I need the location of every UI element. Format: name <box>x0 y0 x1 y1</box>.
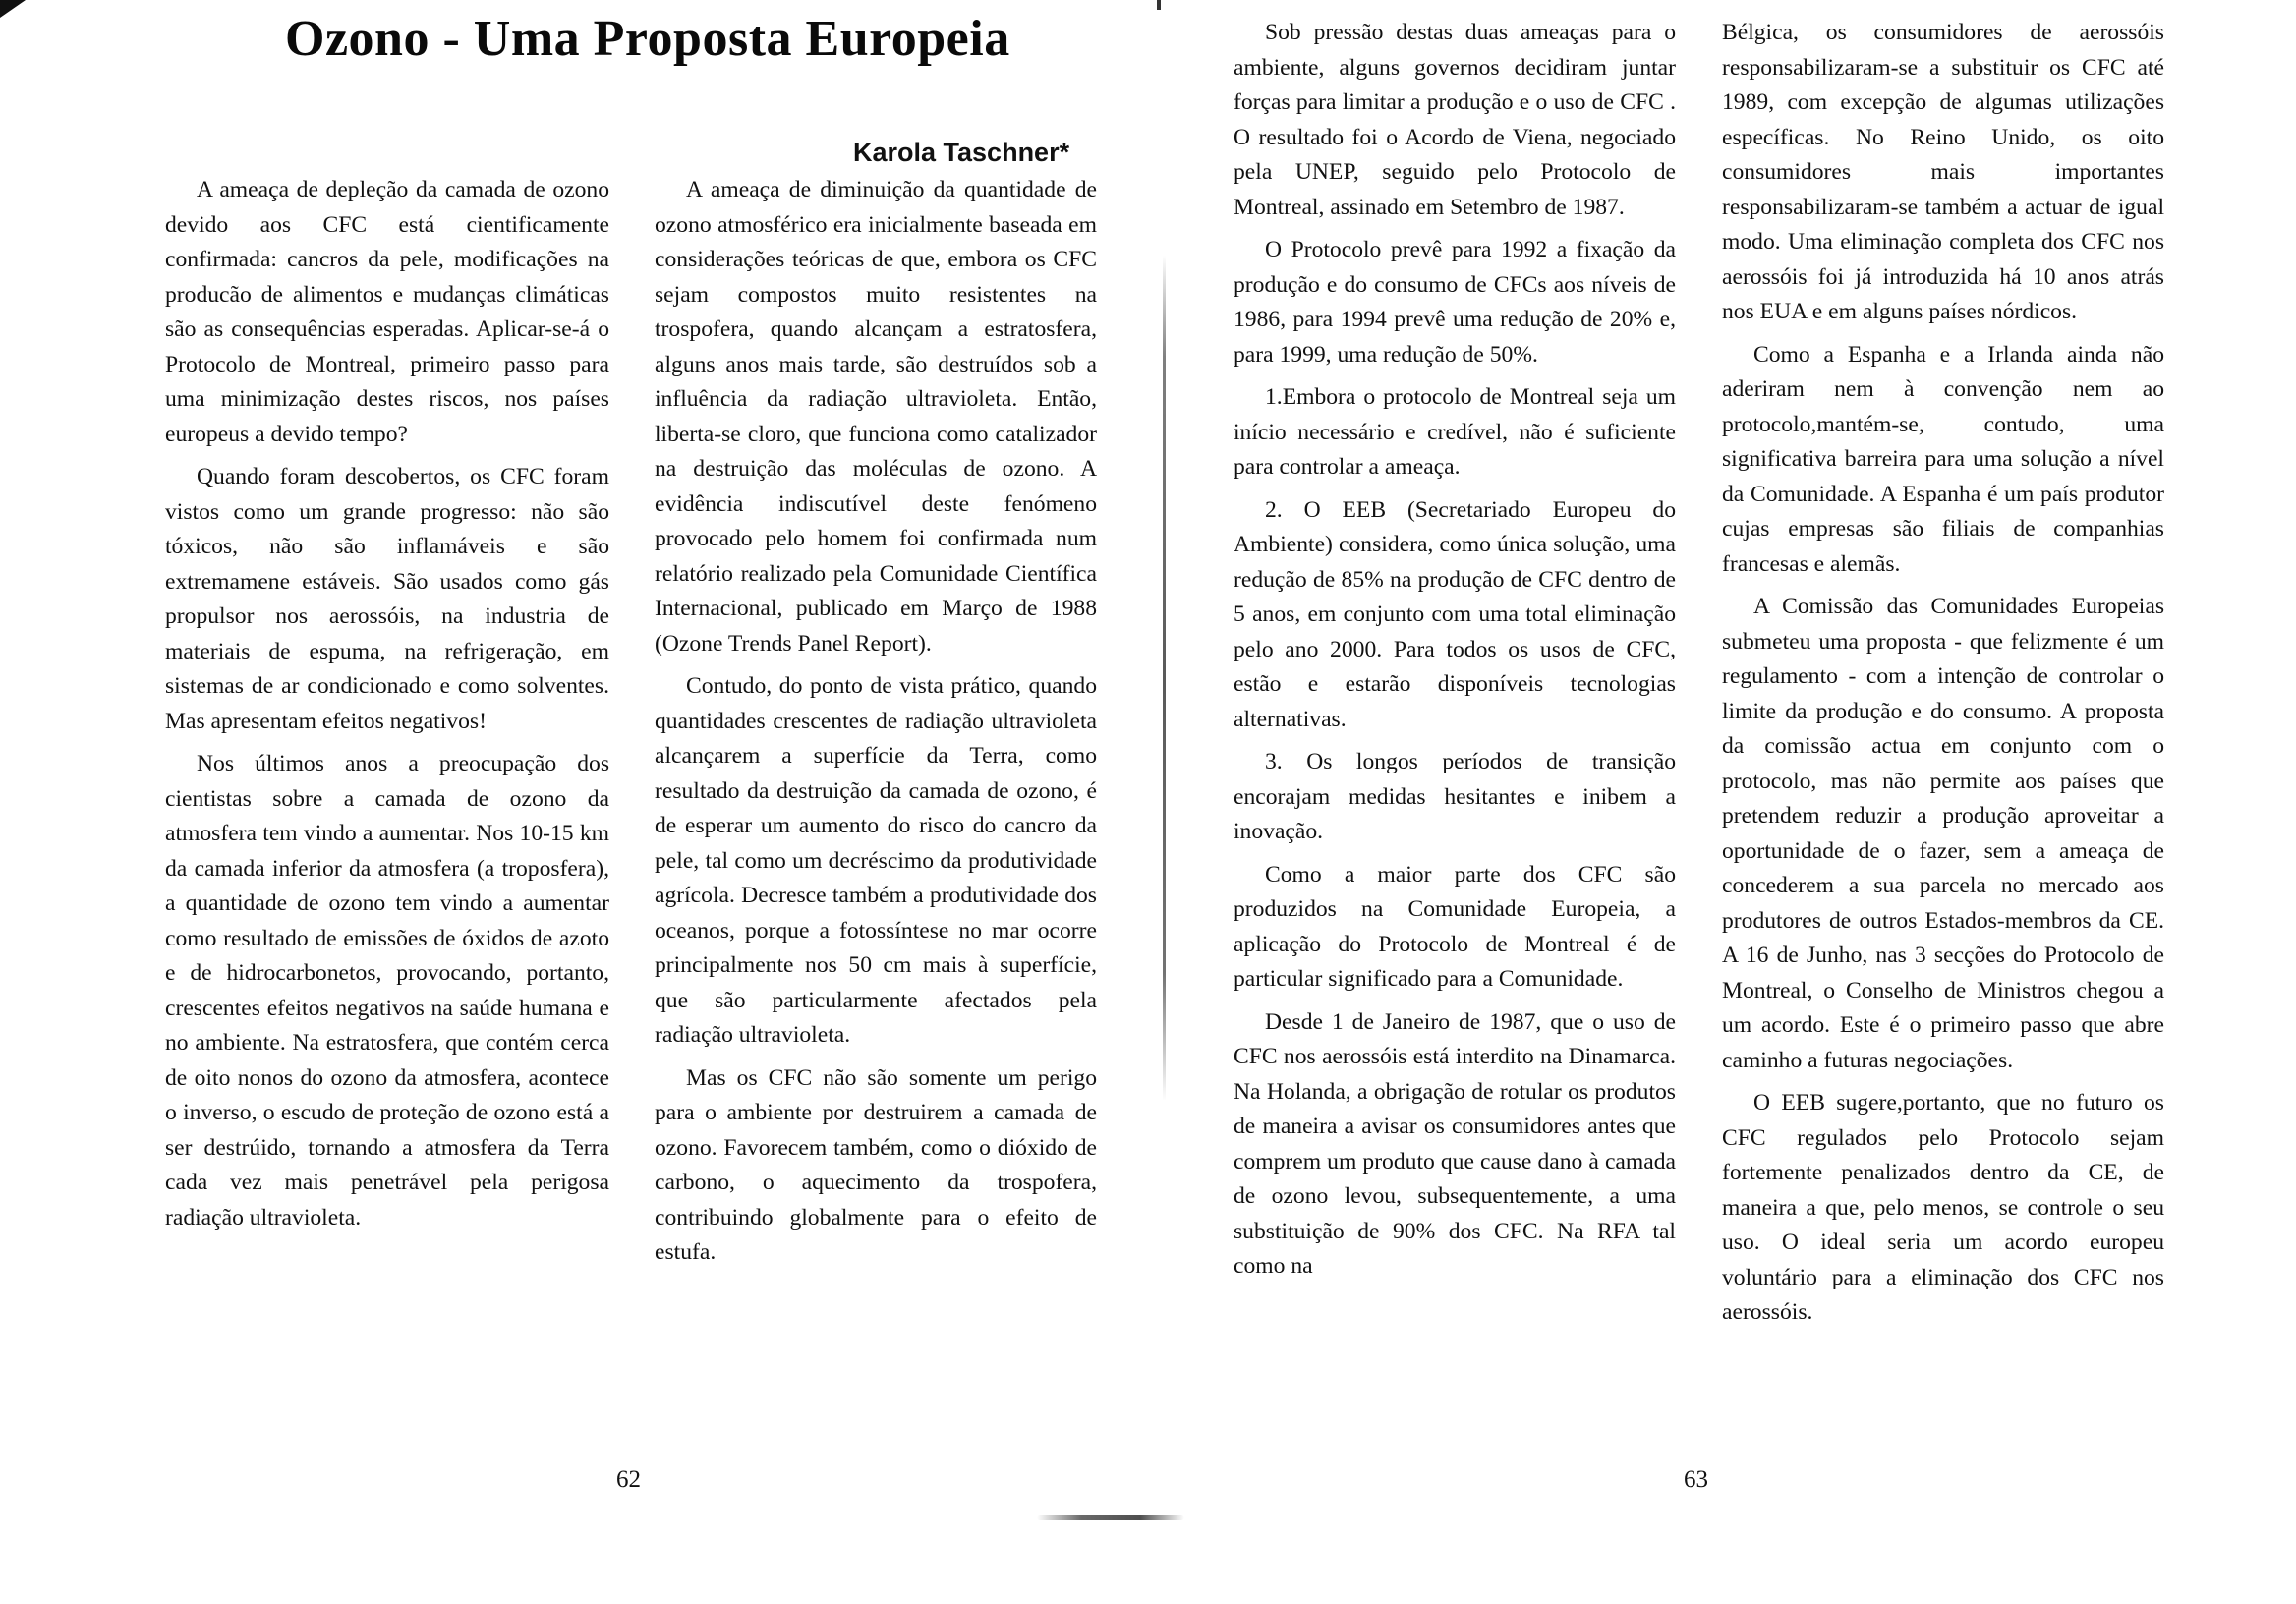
paragraph: Como a maior parte dos CFC são produzidos na Comunidade Europeia, a aplicação do Protocolo de Montreal é de particular significado para a Comunidade. <box>1234 861 1676 992</box>
paragraph: 1.Embora o protocolo de Montreal seja um início necessário e credível, não é suficiente para controlar a ameaça. <box>1234 384 1676 480</box>
article-title: Ozono - Uma Proposta Europeia <box>285 11 1010 67</box>
right-column-2 <box>1722 16 2164 1339</box>
paragraph: O EEB sugere,portanto, que no futuro os CFC regulados pelo Protocolo sejam fortemente penalizados dentro da CE, de maneira a que, pelo menos, se controle o seu uso. O ideal seria um acordo europeu voluntário para a eliminação dos CFC nos aerossóis. <box>1722 1090 2164 1325</box>
paragraph: A ameaça de depleção da camada de ozono devido aos CFC está cientificamente confirmada: cancros da pele, modificações na producão de alimentos e mudanças climáticas são as consequências esperadas. Aplicar-se-á o Protocolo de Montreal, primeiro passo para uma minimização destes riscos, nos países europeus a devido tempo? <box>165 177 609 447</box>
paragraph: Sob pressão destas duas ameaças para o ambiente, alguns governos decidiram juntar forças para limitar a produção e o uso de CFC . O resultado foi o Acordo de Viena, negociado pela UNEP, seguido pelo Protocolo de Montreal, assinado em Setembro de 1987. <box>1234 20 1676 220</box>
left-column-2 <box>655 173 1097 1279</box>
page-number-left: 62 <box>616 1466 641 1493</box>
paragraph: O Protocolo prevê para 1992 a fixação da produção e do consumo de CFCs aos níveis de 1986, para 1994 prevê uma redução de 20% e, para 1999, uma redução de 50%. <box>1234 237 1676 368</box>
paragraph: Como a Espanha e a Irlanda ainda não aderiram nem à convenção nem ao protocolo,mantém-se, contudo, uma significativa barreira para uma solução a nível da Comunidade. A Espanha é um país produtor cujas empresas são filiais de companhias francesas e alemãs. <box>1722 341 2164 577</box>
paragraph: Nos últimos anos a preocupação dos cientistas sobre a camada de ozono da atmosfera tem vindo a aumentar. Nos 10-15 km da camada inferior da atmosfera (a troposfera), a quantidade de ozono tem vindo a aumentar como resultado de emissões de óxidos de azoto e de hidrocarbonetos, provocando, portanto, crescentes efeitos negativos na saúde humana e no ambiente. Na estratosfera, que contém cerca de oito nonos do ozono da atmosfera, acontece o inverso, o escudo de proteção de ozono está a ser destrúido, tornando a atmosfera da Terra cada vez mais penetrável pela perigosa radiação ultravioleta. <box>165 751 609 1231</box>
author-name: Karola Taschner* <box>853 138 1070 167</box>
paragraph: Bélgica, os consumidores de aerossóis responsabilizaram-se a substituir os CFC até 1989, com excepção de algumas utilizações específicas. No Reino Unido, os oito consumidores mais importantes responsabilizaram-se também a actuar de igual modo. Uma eliminação completa dos CFC nos aerossóis foi já introduzida há 10 anos atrás nos EUA e em alguns países nórdicos. <box>1722 20 2164 324</box>
paragraph: Mas os CFC não são somente um perigo para o ambiente por destruirem a camada de ozono. Favorecem também, como o dióxido de carbono, o aquecimento da trospofera, contribuindo globalmente para o efeito de estufa. <box>655 1064 1097 1265</box>
paragraph: A Comissão das Comunidades Europeias submeteu uma proposta - que felizmente é um regulamento - com a intenção de controlar o limite da produção e do consumo. A proposta da comissão actua em conjunto com o protocolo, mas não permite aos países que pretendem reduzir a produção aproveitar a oportunidade de o fazer, sem a ameaça de concederem a sua parcela no mercado aos produtores de outros Estados-membros da CE. A 16 de Junho, nas 3 secções do Protocolo de Montreal, o Conselho de Ministros chegou a um acordo. Este é o primeiro passo que abre caminho a futuras negociações. <box>1722 594 2164 1073</box>
paragraph: A ameaça de diminuição da quantidade de ozono atmosférico era inicialmente baseada em considerações teóricas de que, embora os CFC sejam compostos muito resistentes na trospofera, quando alcançam a estratosfera, alguns anos mais tarde, são destruídos sob a influência da radiação ultravioleta. Então, liberta-se cloro, que funciona como catalizador na destruição das moléculas de ozono. A evidência indiscutível deste fenómeno provocado pelo homem foi confirmada num relatório realizado pela Comunidade Científica Internacional, publicado em Março de 1988 (Ozone Trends Panel Report). <box>655 177 1097 657</box>
paragraph: 3. Os longos períodos de transição encorajam medidas hesitantes e inibem a inovação. <box>1234 749 1676 844</box>
scan-artifact <box>1037 1515 1184 1520</box>
gutter-shadow <box>1163 256 1166 1101</box>
paragraph: 2. O EEB (Secretariado Europeu do Ambiente) considera, como única solução, uma redução de 85% na produção de CFC dentro de 5 anos, em conjunto com uma total eliminação pelo ano 2000. Para todos os usos de CFC, estão e estarão disponíveis tecnologias alternativas. <box>1234 496 1676 732</box>
right-column-1 <box>1234 16 1676 1292</box>
paragraph: Quando foram descobertos, os CFC foram vistos como um grande progresso: não são tóxicos, não são inflamáveis e são extremamene estáveis. São usados como gás propulsor nos aerossóis, na industria de materiais de espuma, na refrigeração, em sistemas de ar condicionado e como solventes. Mas apresentam efeitos negativos! <box>165 464 609 734</box>
left-column-1 <box>165 173 609 1243</box>
paragraph: Desde 1 de Janeiro de 1987, que o uso de CFC nos aerossóis está interdito na Dinamarca. Na Holanda, a obrigação de rotular os produtos de maneira a avisar os consumidores antes que comprem um produto que cause dano à camada de ozono levou, subsequentemente, a uma substituição de 90% dos CFC. Na RFA tal como na <box>1234 1008 1676 1279</box>
paragraph: Contudo, do ponto de vista prático, quando quantidades crescentes de radiação ultravioleta alcançarem a superfície da Terra, como resultado da destruição da camada de ozono, é de esperar um aumento do risco do cancro da pele, tal como um decréscimo da produtividade agrícola. Decresce também a produtividade dos oceanos, porque a fotossíntese no mar ocorre principalmente nos 50 cm mais à superfície, que são particularmente afectados pela radiação ultravioleta. <box>655 673 1097 1048</box>
page-number-right: 63 <box>1684 1466 1708 1493</box>
top-tick-mark <box>1157 0 1161 10</box>
